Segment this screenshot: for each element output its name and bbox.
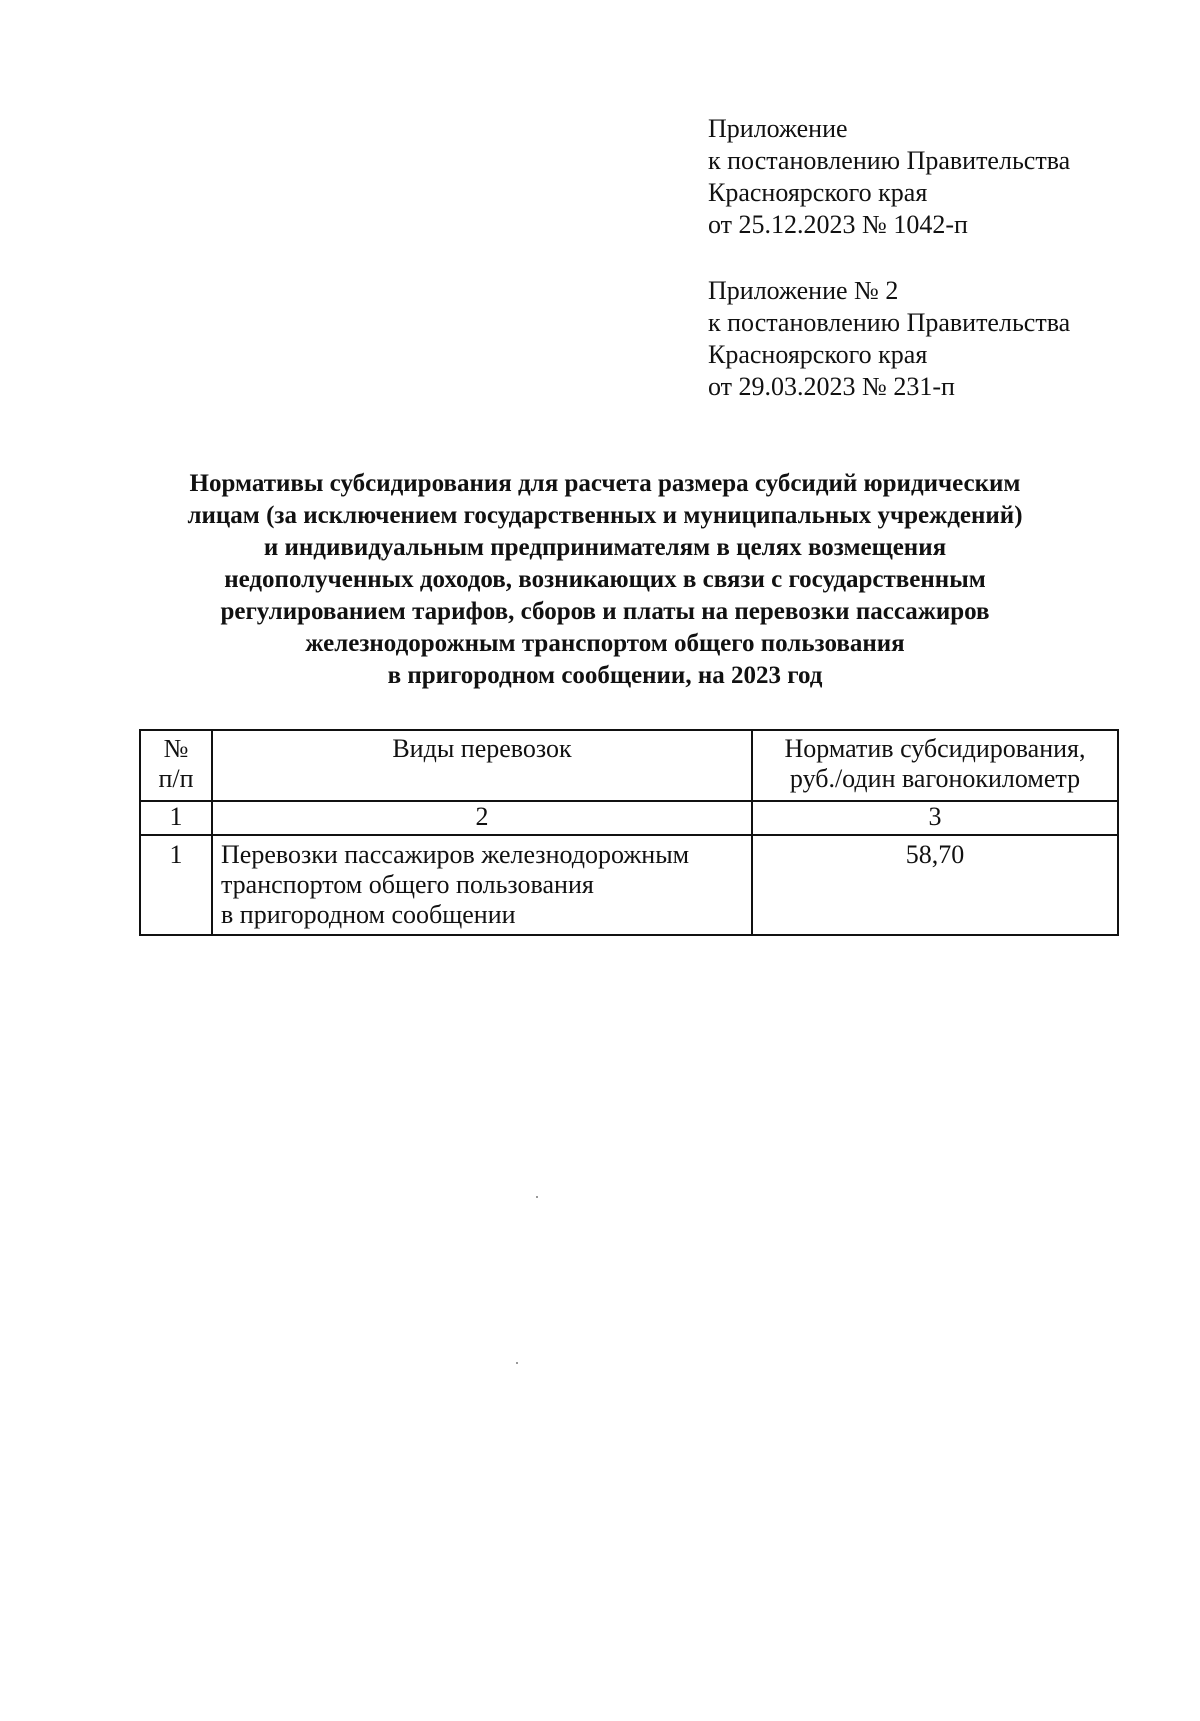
title-line: в пригородном сообщении, на 2023 год [387, 662, 823, 689]
title-line: железнодорожным транспортом общего пользования [305, 630, 905, 657]
row-kind-cell [212, 835, 752, 935]
table-index-row [140, 801, 1118, 835]
row-norm-value-cell: 58,70 [752, 835, 1118, 935]
table-row [140, 835, 1118, 935]
annex-2-line: Красноярского края [708, 340, 928, 369]
row-number-cell: 1 [140, 835, 212, 935]
header-number-line: № [163, 734, 189, 763]
title-line: Нормативы субсидирования для расчета размера субсидий юридическим [189, 470, 1021, 497]
document-title [130, 468, 1080, 692]
annex-1-line: Приложение [708, 114, 848, 143]
annex-2-line: к постановлению Правительства [708, 308, 1071, 337]
index-cell: 2 [212, 801, 752, 835]
header-norm-line: руб./один вагонокилометр [789, 764, 1081, 793]
title-line: лицам (за исключением государственных и муниципальных учреждений) [187, 502, 1023, 529]
header-number [140, 730, 212, 801]
table-header-row [140, 730, 1118, 801]
annex-block-1 [708, 113, 1168, 241]
index-cell: 3 [752, 801, 1118, 835]
annex-block-2 [708, 275, 1168, 403]
header-kind-line: Виды перевозок [392, 734, 572, 763]
annex-1-line: к постановлению Правительства [708, 146, 1071, 175]
row-kind-line: в пригородном сообщении [221, 900, 516, 929]
annex-1-line: Красноярского края [708, 178, 928, 207]
annex-2-line: Приложение № 2 [708, 276, 899, 305]
title-line: и индивидуальным предпринимателям в целях возмещения [263, 534, 947, 561]
title-line: недополученных доходов, возникающих в связи с государственным [224, 566, 986, 593]
header-norm-line: Норматив субсидирования, [784, 734, 1086, 763]
norms-table [139, 729, 1119, 936]
header-transport-kind [212, 730, 752, 801]
row-kind-text [213, 840, 751, 930]
annex-2-line: от 29.03.2023 № 231-п [708, 372, 955, 401]
header-number-line: п/п [158, 764, 194, 793]
row-kind-line: транспортом общего пользования [221, 870, 594, 899]
annex-1-line: от 25.12.2023 № 1042-п [708, 210, 968, 239]
index-cell: 1 [140, 801, 212, 835]
title-line: регулированием тарифов, сборов и платы на перевозки пассажиров [220, 598, 990, 625]
header-subsidy-norm [752, 730, 1118, 801]
scan-speck [516, 1362, 518, 1364]
row-kind-line: Перевозки пассажиров железнодорожным [221, 840, 690, 869]
scan-speck [536, 1196, 538, 1198]
